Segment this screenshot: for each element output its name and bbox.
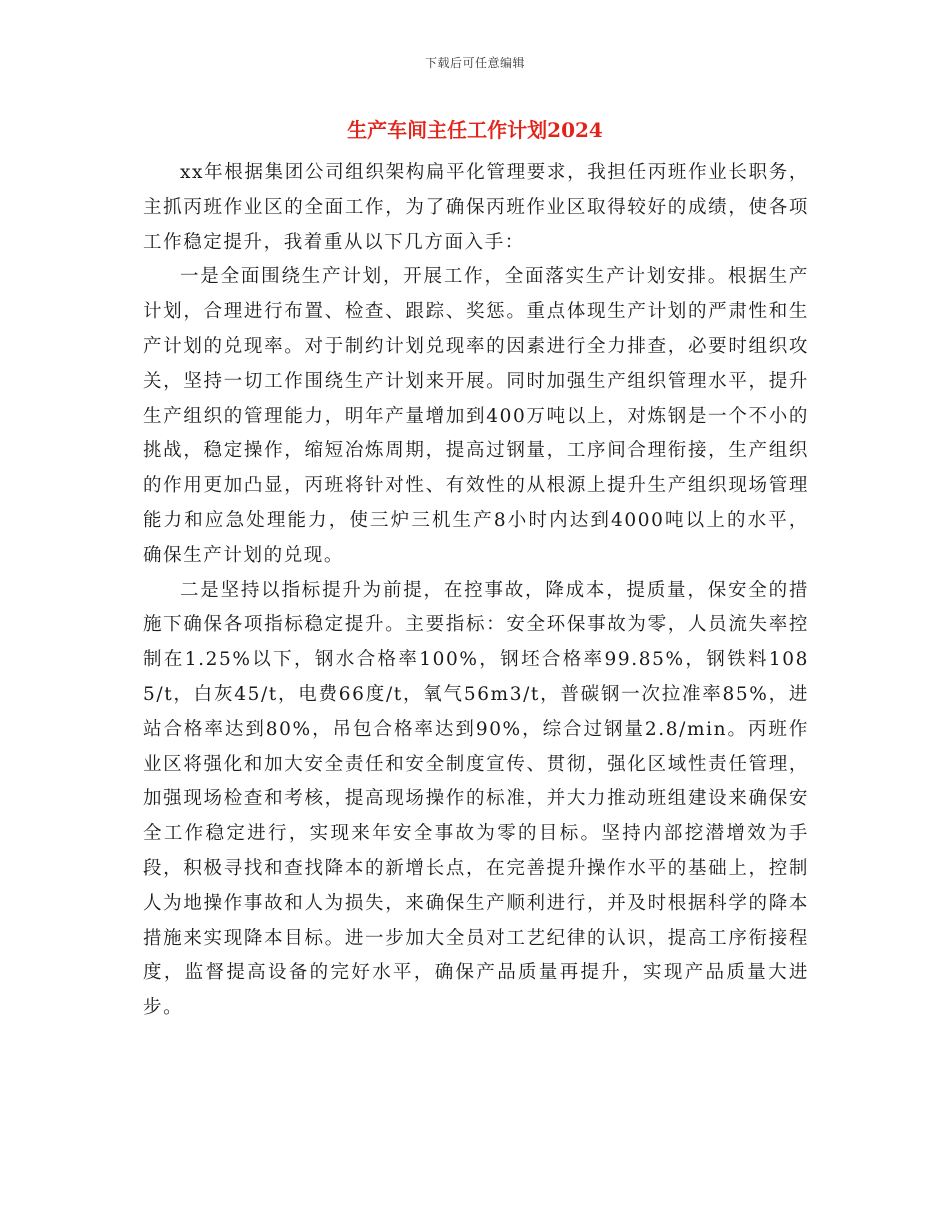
paragraph-intro: xx年根据集团公司组织架构扁平化管理要求，我担任丙班作业长职务，主抓丙班作业区的全面工作，为了确保丙班作业区取得较好的成绩，使各项工作稳定提升，我着重从以下几方面入手： xyxy=(143,162,809,253)
document-title: 生产车间主任工作计划2024 xyxy=(347,118,603,142)
paragraph-indicators: 二是坚持以指标提升为前提，在控事故，降成本，提质量，保安全的措施下确保各项指标稳定提升。主要指标：安全环保事故为零，人员流失率控制在1.25%以下，钢水合格率100%，钢坯合格率99.85%，钢铁料1085/t，白灰45/t，电费66度/t，氧气56m3/t，普碳钢一次拉准率85%，进站合格率达到80%，吊包合格率达到90%，综合过钢量2.8/min。丙班作业区将强化和加大安全责任和安全制度宣传、贯彻，强化区域性责任管理，加强现场检查和考核，提高现场操作的标准，并大力推动班组建设来确保安全工作稳定进行，实现来年安全事故为零的目标。坚持内部挖潜增效为手段，积极寻找和查找降本的新增长点，在完善提升操作水平的基础上，控制人为地操作事故和人为损失，来确保生产顺利进行，并及时根据科学的降本措施来实现降本目标。进一步加大全员对工艺纪律的认识，提高工序衔接程度，监督提高设备的完好水平，确保产品质量再提升，实现产品质量大进步。 xyxy=(143,579,809,1019)
document-body xyxy=(143,156,809,1026)
header-note: 下载后可任意编辑 xyxy=(424,56,525,70)
paragraph-production-plan: 一是全面围绕生产计划，开展工作，全面落实生产计划安排。根据生产计划，合理进行布置、检查、跟踪、奖惩。重点体现生产计划的严肃性和生产计划的兑现率。对于制约计划兑现率的因素进行全力排查，必要时组织攻关，坚持一切工作围绕生产计划来开展。同时加强生产组织管理水平，提升生产组织的管理能力，明年产量增加到400万吨以上，对炼钢是一个不小的挑战，稳定操作，缩短冶炼周期，提高过钢量，工序间合理衔接，生产组织的作用更加凸显，丙班将针对性、有效性的从根源上提升生产组织现场管理能力和应急处理能力，使三炉三机生产8小时内达到4000吨以上的水平，确保生产计划的兑现。 xyxy=(143,266,809,566)
